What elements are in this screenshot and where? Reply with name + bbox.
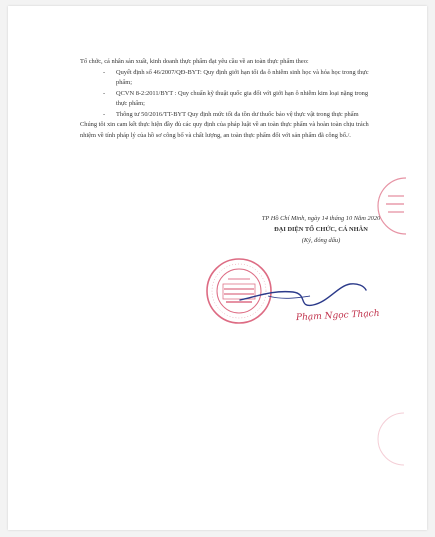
place-date: TP Hồ Chí Minh, ngày 14 tháng 10 Năm 2020 [261, 215, 381, 222]
requirement-item: - Quyết định số 46/2007/QĐ-BYT: Quy định giới hạn tối đa ô nhiễm sinh học và hóa học trong thực phẩm; [80, 68, 380, 89]
partial-seal-icon [364, 409, 404, 469]
partial-seal-icon [366, 176, 406, 236]
sign-note: (Ký, đóng dấu) [301, 237, 341, 244]
signatory-title: ĐẠI DIỆN TỔ CHỨC, CÁ NHÂN [274, 226, 368, 233]
requirement-item: - QCVN 8-2:2011/BYT : Quy chuẩn kỹ thuật quốc gia đối với giới hạn ô nhiễm kim loại nặng trong thực phẩm; [80, 89, 380, 110]
intro-paragraph: Tổ chức, cá nhân sản xuất, kinh doanh thực phẩm đạt yêu cầu về an toàn thực phẩm theo: [80, 58, 309, 65]
commitment-paragraph: Chúng tôi xin cam kết thực hiện đầy đủ các quy định của pháp luật về an toàn thực phẩm và hoàn toàn chịu trách nhiệm về tính pháp lý của hồ sơ công bố và chất lượng, an toàn thực phẩm đối với sản phẩm đã công bố./. [80, 121, 369, 139]
requirement-item: - Thông tư 50/2016/TT-BYT Quy định mức tối đa tồn dư thuốc bảo vệ thực vật trong thực phẩm [80, 110, 380, 121]
document-body [80, 57, 380, 141]
requirements-list [80, 68, 380, 121]
signer-name: Phạm Ngọc Thạch [295, 308, 380, 324]
document-page [8, 6, 427, 530]
